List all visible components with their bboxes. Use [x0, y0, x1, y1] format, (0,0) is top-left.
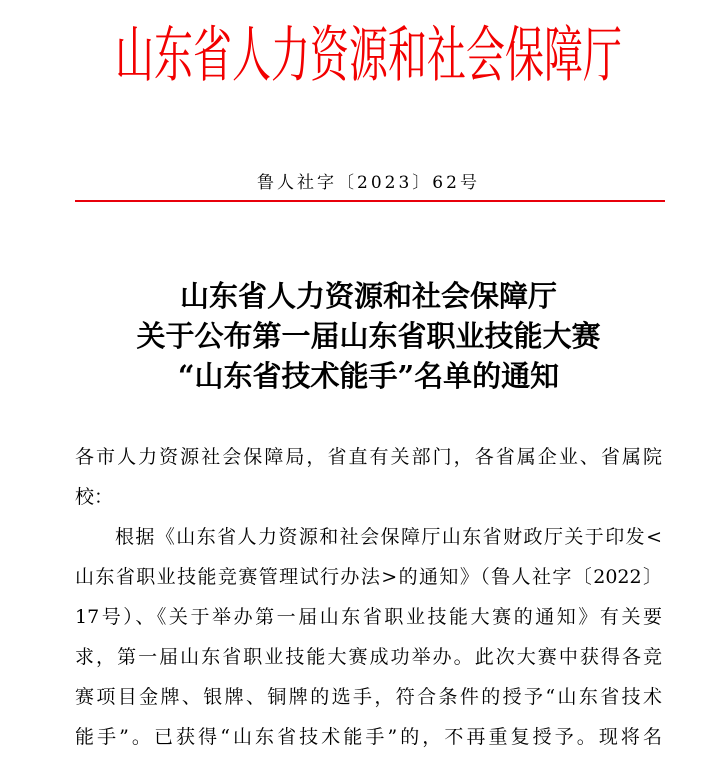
paragraph-line: 17号）、《关于举办第一届山东省职业技能大赛的通知》有关要	[75, 606, 662, 628]
document-title	[75, 276, 662, 396]
title-line: 山东省人力资源和社会保障厅	[179, 279, 557, 313]
paragraph-line: 求，第一届山东省职业技能大赛成功举办。此次大赛中获得各竞	[75, 646, 662, 668]
issuer-name: 山东省人力资源和社会保障厅	[114, 21, 622, 92]
paragraph-line: 山东省职业技能竞赛管理试行办法>的通知》（鲁人社字〔2022〕	[75, 566, 662, 588]
salutation-line: 各市人力资源社会保障局，省直有关部门，各省属企业、省属院	[75, 446, 662, 468]
red-separator-rule	[75, 200, 665, 202]
salutation-line: 校：	[75, 486, 114, 508]
paragraph-line: 能手”。已获得“山东省技术能手”的，不再重复授予。现将名	[75, 726, 662, 748]
issuer-letterhead	[75, 21, 662, 92]
title-line: 关于公布第一届山东省职业技能大赛	[136, 319, 601, 353]
title-line: “山东省技术能手”名单的通知	[177, 359, 560, 393]
paragraph-line: 根据《山东省人力资源和社会保障厅山东省财政厅关于印发<	[115, 526, 662, 548]
document-body	[75, 437, 662, 757]
paragraph-line: 赛项目金牌、银牌、铜牌的选手，符合条件的授予“山东省技术	[75, 686, 662, 708]
document-number: 鲁人社字〔2023〕62号	[257, 173, 480, 193]
